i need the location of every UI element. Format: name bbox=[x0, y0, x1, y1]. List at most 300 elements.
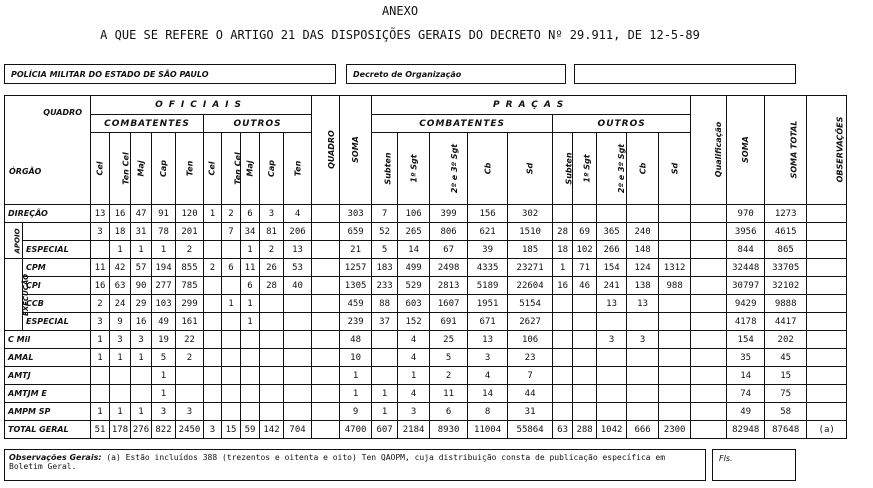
table-cell: 161 bbox=[176, 313, 204, 331]
row-label: TOTAL GERAL bbox=[5, 421, 91, 439]
table-cell: 15 bbox=[765, 367, 807, 385]
table-cell bbox=[312, 259, 340, 277]
table-cell: 970 bbox=[727, 205, 765, 223]
table-cell bbox=[110, 367, 131, 385]
table-cell bbox=[372, 367, 398, 385]
table-cell: 87648 bbox=[765, 421, 807, 439]
table-cell: 16 bbox=[131, 313, 152, 331]
table-cell: 1 bbox=[340, 367, 372, 385]
table-cell: 26 bbox=[260, 259, 284, 277]
table-cell bbox=[807, 205, 847, 223]
table-cell bbox=[222, 277, 241, 295]
table-cell: 6 bbox=[222, 259, 241, 277]
table-cell bbox=[176, 385, 204, 403]
table-cell bbox=[241, 403, 260, 421]
table-cell bbox=[807, 331, 847, 349]
table-cell: 1 bbox=[241, 313, 260, 331]
table-cell bbox=[691, 367, 727, 385]
table-cell: 21 bbox=[340, 241, 372, 259]
table-cell: 4178 bbox=[727, 313, 765, 331]
pracas-combatentes-header: COMBATENTES bbox=[372, 115, 553, 133]
table-cell: 25 bbox=[430, 331, 468, 349]
table-cell bbox=[691, 223, 727, 241]
table-cell bbox=[204, 241, 222, 259]
table-cell bbox=[372, 349, 398, 367]
table-cell: 49 bbox=[727, 403, 765, 421]
table-cell: 7 bbox=[508, 367, 553, 385]
table-cell bbox=[627, 403, 659, 421]
annex-subtitle: A QUE SE REFERE O ARTIGO 21 DAS DISPOSIÇÕES GERAIS DO DECRETO Nº 29.911, DE 12-5-89 bbox=[100, 28, 700, 42]
table-cell bbox=[659, 295, 691, 313]
table-cell: 4700 bbox=[340, 421, 372, 439]
table-cell: 621 bbox=[468, 223, 508, 241]
table-cell: 303 bbox=[340, 205, 372, 223]
table-cell bbox=[204, 313, 222, 331]
table-cell: 855 bbox=[176, 259, 204, 277]
row-label: DIREÇÃO bbox=[5, 205, 91, 223]
table-cell: 2 bbox=[430, 367, 468, 385]
table-cell: 529 bbox=[398, 277, 430, 295]
table-cell: 103 bbox=[152, 295, 176, 313]
of-out-rank-2: Maj bbox=[241, 133, 260, 205]
table-cell: 14 bbox=[727, 367, 765, 385]
table-cell bbox=[691, 349, 727, 367]
table-cell: 241 bbox=[597, 277, 627, 295]
row-label bbox=[23, 223, 91, 241]
table-cell bbox=[260, 403, 284, 421]
table-cell: 4 bbox=[284, 205, 312, 223]
table-cell bbox=[260, 313, 284, 331]
table-cell: 3 bbox=[91, 313, 110, 331]
table-cell: 3 bbox=[627, 331, 659, 349]
of-comb-rank-0: Cel bbox=[91, 133, 110, 205]
table-cell bbox=[204, 223, 222, 241]
table-cell: 1 bbox=[91, 403, 110, 421]
table-cell: 16 bbox=[110, 205, 131, 223]
table-cell bbox=[597, 349, 627, 367]
table-cell: 57 bbox=[131, 259, 152, 277]
table-cell bbox=[573, 295, 597, 313]
table-cell: 3 bbox=[176, 403, 204, 421]
pr-out-rank-1: 1º Sgt bbox=[573, 133, 597, 205]
table-cell: 63 bbox=[553, 421, 573, 439]
of-comb-rank-2: Maj bbox=[131, 133, 152, 205]
table-cell bbox=[284, 385, 312, 403]
pr-comb-rank-0: Subten bbox=[372, 133, 398, 205]
table-cell: 48 bbox=[340, 331, 372, 349]
table-cell bbox=[807, 241, 847, 259]
table-cell: 299 bbox=[176, 295, 204, 313]
table-cell: 106 bbox=[398, 205, 430, 223]
table-cell: 704 bbox=[284, 421, 312, 439]
table-cell: 154 bbox=[597, 259, 627, 277]
table-cell bbox=[312, 331, 340, 349]
table-cell: 15 bbox=[222, 421, 241, 439]
table-cell: 178 bbox=[110, 421, 131, 439]
table-cell: 459 bbox=[340, 295, 372, 313]
table-cell: 13 bbox=[91, 205, 110, 223]
table-cell: 185 bbox=[508, 241, 553, 259]
table-cell: 14 bbox=[468, 385, 508, 403]
table-cell: 18 bbox=[553, 241, 573, 259]
row-label: AMTJ bbox=[5, 367, 91, 385]
table-cell: 46 bbox=[573, 277, 597, 295]
table-cell bbox=[659, 349, 691, 367]
table-cell: 1042 bbox=[597, 421, 627, 439]
table-cell: 1 bbox=[110, 403, 131, 421]
table-cell: 31 bbox=[508, 403, 553, 421]
row-label: AMAL bbox=[5, 349, 91, 367]
of-out-rank-3: Cap bbox=[260, 133, 284, 205]
table-cell bbox=[241, 349, 260, 367]
table-body bbox=[5, 205, 847, 439]
pr-comb-rank-2: 2º e 3º Sgt bbox=[430, 133, 468, 205]
table-cell bbox=[659, 367, 691, 385]
corner-header bbox=[5, 96, 91, 205]
oficiais-outros-header: OUTROS bbox=[204, 115, 312, 133]
table-cell bbox=[131, 367, 152, 385]
table-cell bbox=[807, 223, 847, 241]
table-cell bbox=[807, 349, 847, 367]
table-cell: 52 bbox=[372, 223, 398, 241]
table-cell: 1305 bbox=[340, 277, 372, 295]
table-cell: 7 bbox=[372, 205, 398, 223]
table-cell: 277 bbox=[152, 277, 176, 295]
table-cell: 499 bbox=[398, 259, 430, 277]
row-label: CCB bbox=[23, 295, 91, 313]
pr-out-rank-0: Subten bbox=[553, 133, 573, 205]
table-cell: 81 bbox=[260, 223, 284, 241]
of-comb-rank-3: Cap bbox=[152, 133, 176, 205]
table-cell: 11004 bbox=[468, 421, 508, 439]
table-cell: 9 bbox=[340, 403, 372, 421]
table-cell bbox=[241, 331, 260, 349]
table-cell bbox=[597, 367, 627, 385]
table-cell: 1 bbox=[398, 367, 430, 385]
table-row bbox=[5, 241, 847, 259]
table-cell bbox=[807, 403, 847, 421]
table-cell bbox=[204, 349, 222, 367]
table-cell: 2 bbox=[222, 205, 241, 223]
table-cell: 5 bbox=[372, 241, 398, 259]
table-cell: 24 bbox=[110, 295, 131, 313]
table-cell bbox=[553, 385, 573, 403]
table-row bbox=[5, 331, 847, 349]
table-cell: 9 bbox=[110, 313, 131, 331]
table-row bbox=[5, 259, 847, 277]
table-cell bbox=[91, 367, 110, 385]
table-cell: 3 bbox=[152, 403, 176, 421]
table-cell bbox=[659, 385, 691, 403]
observacoes-gerais bbox=[4, 449, 706, 481]
table-cell: 11 bbox=[241, 259, 260, 277]
table-cell: 2450 bbox=[176, 421, 204, 439]
table-cell: 1 bbox=[340, 385, 372, 403]
quadro-label: QUADRO bbox=[43, 108, 82, 117]
pracas-group: PRAÇAS bbox=[372, 96, 691, 115]
table-cell: 2 bbox=[176, 241, 204, 259]
table-cell bbox=[312, 367, 340, 385]
table-cell: 2 bbox=[204, 259, 222, 277]
table-row bbox=[5, 277, 847, 295]
table-cell: 3 bbox=[131, 331, 152, 349]
table-cell bbox=[222, 385, 241, 403]
table-cell bbox=[597, 205, 627, 223]
table-cell bbox=[110, 385, 131, 403]
obs-text: (a) Estão incluídos 388 (trezentos e oitenta e oito) Ten QAOPM, cuja distribuição consta de publicação específica em Boletim Geral. bbox=[9, 453, 666, 471]
table-cell bbox=[691, 295, 727, 313]
table-cell: 233 bbox=[372, 277, 398, 295]
table-cell bbox=[260, 331, 284, 349]
table-cell: 6 bbox=[241, 277, 260, 295]
table-cell: 33705 bbox=[765, 259, 807, 277]
table-cell bbox=[659, 223, 691, 241]
table-cell: 47 bbox=[131, 205, 152, 223]
table-cell: 302 bbox=[508, 205, 553, 223]
table-cell: 399 bbox=[430, 205, 468, 223]
table-cell bbox=[260, 349, 284, 367]
table-cell: 3956 bbox=[727, 223, 765, 241]
table-cell: 659 bbox=[340, 223, 372, 241]
table-cell: 16 bbox=[553, 277, 573, 295]
table-cell bbox=[222, 367, 241, 385]
table-cell: 5189 bbox=[468, 277, 508, 295]
table-cell bbox=[553, 367, 573, 385]
table-cell bbox=[659, 313, 691, 331]
table-cell: 16 bbox=[91, 277, 110, 295]
table-cell: 276 bbox=[131, 421, 152, 439]
table-cell bbox=[284, 313, 312, 331]
table-row bbox=[5, 313, 847, 331]
table-cell bbox=[222, 331, 241, 349]
table-cell bbox=[553, 295, 573, 313]
table-cell: 1 bbox=[131, 403, 152, 421]
qualificacao-col-header: Qualificação bbox=[691, 96, 727, 205]
table-cell bbox=[573, 313, 597, 331]
table-cell: 5 bbox=[430, 349, 468, 367]
table-cell: 31 bbox=[131, 223, 152, 241]
table-cell: 28 bbox=[260, 277, 284, 295]
org-name-box: POLÍCIA MILITAR DO ESTADO DE SÃO PAULO bbox=[4, 64, 336, 84]
table-cell bbox=[284, 403, 312, 421]
table-cell bbox=[553, 205, 573, 223]
table-cell: 1 bbox=[152, 385, 176, 403]
table-cell bbox=[312, 241, 340, 259]
table-cell bbox=[597, 313, 627, 331]
pracas-outros-header: OUTROS bbox=[553, 115, 691, 133]
pr-out-rank-3: Cb bbox=[627, 133, 659, 205]
table-cell: 806 bbox=[430, 223, 468, 241]
observacoes-col-header: OBSERVAÇÕES bbox=[807, 96, 847, 205]
table-cell: 1951 bbox=[468, 295, 508, 313]
blank-header-box bbox=[574, 64, 796, 84]
soma2-col-header: SOMA bbox=[727, 96, 765, 205]
table-cell: 69 bbox=[573, 223, 597, 241]
table-cell bbox=[312, 421, 340, 439]
table-cell: 1 bbox=[131, 241, 152, 259]
table-row bbox=[5, 385, 847, 403]
table-cell: 2300 bbox=[659, 421, 691, 439]
table-cell: 91 bbox=[152, 205, 176, 223]
table-cell bbox=[312, 277, 340, 295]
table-cell: 75 bbox=[765, 385, 807, 403]
table-cell: 183 bbox=[372, 259, 398, 277]
table-cell: 1 bbox=[152, 367, 176, 385]
table-cell: 1 bbox=[204, 205, 222, 223]
table-cell bbox=[312, 295, 340, 313]
table-cell: 201 bbox=[176, 223, 204, 241]
table-cell: 124 bbox=[627, 259, 659, 277]
table-cell: 666 bbox=[627, 421, 659, 439]
table-cell bbox=[241, 367, 260, 385]
table-cell bbox=[312, 223, 340, 241]
table-cell bbox=[553, 331, 573, 349]
table-cell: 148 bbox=[627, 241, 659, 259]
table-cell bbox=[807, 367, 847, 385]
row-label: ESPECIAL bbox=[23, 313, 91, 331]
table-cell: 13 bbox=[597, 295, 627, 313]
table-cell: 14 bbox=[398, 241, 430, 259]
table-cell: 1607 bbox=[430, 295, 468, 313]
table-cell: 156 bbox=[468, 205, 508, 223]
table-cell: 120 bbox=[176, 205, 204, 223]
table-cell bbox=[691, 385, 727, 403]
table-cell: 142 bbox=[260, 421, 284, 439]
table-cell: 1 bbox=[110, 349, 131, 367]
table-cell: 13 bbox=[468, 331, 508, 349]
table-cell: 29 bbox=[131, 295, 152, 313]
table-cell: 3 bbox=[597, 331, 627, 349]
table-cell: 1 bbox=[372, 385, 398, 403]
table-cell bbox=[284, 367, 312, 385]
table-cell bbox=[691, 205, 727, 223]
table-cell: 265 bbox=[398, 223, 430, 241]
pr-out-rank-4: Sd bbox=[659, 133, 691, 205]
decree-box: Decreto de Organização bbox=[346, 64, 566, 84]
row-label: AMTJM E bbox=[5, 385, 91, 403]
table-cell: 102 bbox=[573, 241, 597, 259]
table-row bbox=[5, 421, 847, 439]
table-cell bbox=[659, 241, 691, 259]
orgao-label: ÓRGÃO bbox=[9, 167, 42, 176]
table-cell bbox=[222, 403, 241, 421]
table-cell: 13 bbox=[627, 295, 659, 313]
table-cell: 106 bbox=[508, 331, 553, 349]
row-label: ESPECIAL bbox=[23, 241, 91, 259]
table-cell: 2184 bbox=[398, 421, 430, 439]
table-cell: 71 bbox=[573, 259, 597, 277]
table-cell: 37 bbox=[372, 313, 398, 331]
table-cell: 3 bbox=[260, 205, 284, 223]
table-cell bbox=[659, 331, 691, 349]
table-cell: 3 bbox=[91, 223, 110, 241]
table-cell: 82948 bbox=[727, 421, 765, 439]
table-cell: 6 bbox=[241, 205, 260, 223]
table-cell bbox=[573, 205, 597, 223]
table-cell: 88 bbox=[372, 295, 398, 313]
table-cell: 154 bbox=[727, 331, 765, 349]
table-cell: 240 bbox=[627, 223, 659, 241]
table-cell: 1 bbox=[241, 241, 260, 259]
table-cell bbox=[807, 277, 847, 295]
pr-comb-rank-4: Sd bbox=[508, 133, 553, 205]
table-cell: 11 bbox=[430, 385, 468, 403]
table-cell: 2627 bbox=[508, 313, 553, 331]
table-cell bbox=[597, 385, 627, 403]
table-cell: 1 bbox=[152, 241, 176, 259]
pr-comb-rank-3: Cb bbox=[468, 133, 508, 205]
oficiais-combatentes-header: COMBATENTES bbox=[91, 115, 204, 133]
execucao-label: EXECUÇÃO bbox=[5, 259, 23, 331]
table-cell bbox=[91, 385, 110, 403]
soma-col-header: SOMA bbox=[340, 96, 372, 205]
table-cell: 266 bbox=[597, 241, 627, 259]
table-cell bbox=[691, 313, 727, 331]
quadro-col-header: QUADRO bbox=[312, 96, 340, 205]
table-cell: 23 bbox=[508, 349, 553, 367]
table-cell: 1 bbox=[110, 241, 131, 259]
table-cell bbox=[691, 331, 727, 349]
table-cell: 67 bbox=[430, 241, 468, 259]
table-cell bbox=[691, 259, 727, 277]
table-cell: 90 bbox=[131, 277, 152, 295]
table-cell: 53 bbox=[284, 259, 312, 277]
table-cell: 4 bbox=[398, 331, 430, 349]
table-cell bbox=[222, 349, 241, 367]
table-cell: 23271 bbox=[508, 259, 553, 277]
table-cell bbox=[573, 385, 597, 403]
table-cell: 59 bbox=[241, 421, 260, 439]
of-comb-rank-1: Ten Cel bbox=[110, 133, 131, 205]
table-cell: 1 bbox=[131, 349, 152, 367]
table-cell bbox=[573, 367, 597, 385]
table-row bbox=[5, 223, 847, 241]
of-out-rank-1: Ten Cel bbox=[222, 133, 241, 205]
table-cell: 671 bbox=[468, 313, 508, 331]
table-cell: 44 bbox=[508, 385, 553, 403]
table-cell: 63 bbox=[110, 277, 131, 295]
table-cell bbox=[691, 241, 727, 259]
table-cell: 3 bbox=[110, 331, 131, 349]
table-cell: 1 bbox=[91, 331, 110, 349]
table-cell bbox=[260, 367, 284, 385]
table-cell: 3 bbox=[398, 403, 430, 421]
obs-label: Observações Gerais: bbox=[9, 453, 102, 462]
table-cell bbox=[573, 331, 597, 349]
table-cell bbox=[691, 277, 727, 295]
table-cell: 2 bbox=[260, 241, 284, 259]
table-cell: 78 bbox=[152, 223, 176, 241]
of-comb-rank-4: Ten bbox=[176, 133, 204, 205]
table-cell: 202 bbox=[765, 331, 807, 349]
oficiais-group: OFICIAIS bbox=[91, 96, 312, 115]
table-cell bbox=[241, 385, 260, 403]
table-row bbox=[5, 403, 847, 421]
table-cell bbox=[691, 403, 727, 421]
table-cell: 1 bbox=[553, 259, 573, 277]
table-cell: 1 bbox=[241, 295, 260, 313]
table-cell: 3 bbox=[468, 349, 508, 367]
table-cell: 45 bbox=[765, 349, 807, 367]
table-cell: 7 bbox=[222, 223, 241, 241]
table-cell bbox=[131, 385, 152, 403]
table-cell: 988 bbox=[659, 277, 691, 295]
table-cell: 6 bbox=[430, 403, 468, 421]
table-cell: 4615 bbox=[765, 223, 807, 241]
table-cell: 18 bbox=[110, 223, 131, 241]
row-label: CPM bbox=[23, 259, 91, 277]
table-cell: 58 bbox=[765, 403, 807, 421]
